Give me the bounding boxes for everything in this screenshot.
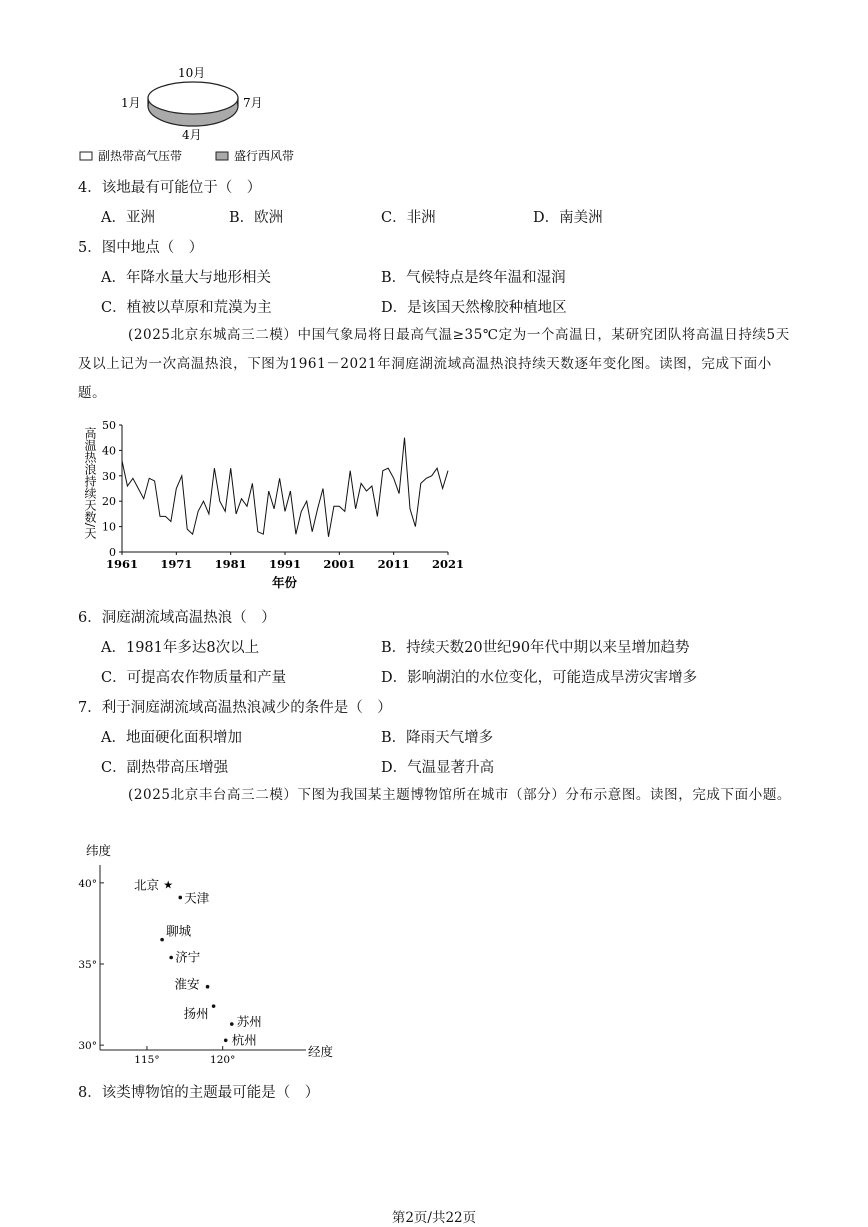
city-dot xyxy=(230,1022,234,1026)
x-axis-title: 年份 xyxy=(272,575,298,590)
question-8-stem: 8．该类博物馆的主题最可能是（ ） xyxy=(78,1085,320,1101)
question-5-stem: 5．图中地点（ ） xyxy=(78,240,204,256)
lon-tick-label: 115° xyxy=(134,1054,160,1066)
question-7-stem: 7．利于洞庭湖流域高温热浪减少的条件是（ ） xyxy=(78,700,392,716)
label-january: 1月 xyxy=(121,96,141,110)
city-dot xyxy=(169,956,173,960)
legend-subtropical-high: 副热带高气压带 xyxy=(98,149,183,163)
y-tick-label: 50 xyxy=(102,419,116,432)
legend-swatch-westerlies xyxy=(216,152,228,160)
city-dot xyxy=(178,896,182,900)
x-tick-label: 1991 xyxy=(268,557,302,571)
q6-option-c[interactable]: C．可提高农作物质量和产量 xyxy=(101,670,287,686)
lon-tick-label: 120° xyxy=(210,1054,236,1066)
city-distribution-map xyxy=(78,838,358,1068)
y-tick-label: 10 xyxy=(102,520,116,534)
x-tick-label: 1971 xyxy=(160,557,193,571)
city-label: 淮安 xyxy=(174,976,200,992)
q5-option-c[interactable]: C．植被以草原和荒漠为主 xyxy=(101,300,272,316)
y-tick-label: 0 xyxy=(109,546,116,559)
q5-option-d[interactable]: D．是该国天然橡胶种植地区 xyxy=(381,300,567,316)
y-tick-label: 30 xyxy=(102,469,116,483)
lat-tick-label: 30° xyxy=(78,1040,97,1053)
q5-option-b[interactable]: B．气候特点是终年温和湿润 xyxy=(381,270,566,286)
x-tick-label: 2021 xyxy=(431,557,465,571)
capital-star-icon: ★ xyxy=(163,878,174,892)
question-4-stem: 4．该地最有可能位于（ ） xyxy=(78,180,262,196)
intro-paragraph-1: (2025北京东城高三二模）中国气象局将日最高气温≥35℃定为一个高温日，某研究团队将高温日持续5天及以上记为一次高温热浪，下图为1961－2021年洞庭湖流域高温热浪持续天数逐年变化图。读图，完成下面小题。 xyxy=(78,327,790,401)
label-october: 10月 xyxy=(178,66,206,80)
q7-option-a[interactable]: A．地面硬化面积增加 xyxy=(101,730,242,746)
q4-option-a[interactable]: A．亚洲 xyxy=(101,210,155,226)
city-label: 苏州 xyxy=(236,1014,262,1030)
y-tick-label: 40 xyxy=(102,444,116,458)
x-tick-label: 1961 xyxy=(105,557,139,571)
question-6-stem: 6．洞庭湖流域高温热浪（ ） xyxy=(78,610,276,626)
legend-westerlies: 盛行西风带 xyxy=(234,149,295,163)
city-label: 扬州 xyxy=(183,1006,209,1022)
q6-option-b[interactable]: B．持续天数20世纪90年代中期以来呈增加趋势 xyxy=(381,640,690,656)
intro-paragraph-2: (2025北京丰台高三二模）下图为我国某主题博物馆所在城市（部分）分布示意图。读图，完成下面小题。 xyxy=(128,787,792,803)
legend-swatch-subtropical-high xyxy=(80,152,92,160)
city-label: 杭州 xyxy=(231,1032,257,1048)
city-label: 北京 xyxy=(134,877,160,893)
label-april: 4月 xyxy=(182,128,202,142)
lon-axis-title: 经度 xyxy=(308,1044,334,1059)
x-tick-label: 1981 xyxy=(214,557,247,571)
q7-option-b[interactable]: B．降雨天气增多 xyxy=(381,730,494,746)
q5-option-a[interactable]: A．年降水量大与地形相关 xyxy=(101,270,271,286)
lat-axis-title: 纬度 xyxy=(86,843,112,858)
heatwave-line-chart xyxy=(78,415,478,595)
q4-option-d[interactable]: D．南美洲 xyxy=(533,210,603,226)
series-line xyxy=(122,438,448,537)
page-footer: 第2页/共22页 xyxy=(391,1210,477,1226)
lat-tick-label: 35° xyxy=(78,958,97,971)
q4-option-c[interactable]: C．非洲 xyxy=(381,210,436,226)
x-tick-label: 2001 xyxy=(323,557,356,571)
pressure-belt-diagram xyxy=(78,62,338,166)
q7-option-d[interactable]: D．气温显著升高 xyxy=(381,760,495,776)
city-dot xyxy=(224,1038,228,1042)
q6-option-a[interactable]: A．1981年多达8次以上 xyxy=(101,640,260,656)
city-label: 聊城 xyxy=(166,923,192,939)
lat-tick-label: 40° xyxy=(78,877,97,890)
y-axis-title: 高温热浪持续天数/天 xyxy=(83,427,97,540)
q4-option-b[interactable]: B．欧洲 xyxy=(229,210,284,226)
city-label: 济宁 xyxy=(175,949,201,965)
city-dot xyxy=(160,938,164,942)
city-dot xyxy=(206,985,210,989)
q7-option-c[interactable]: C．副热带高压增强 xyxy=(101,760,229,776)
city-dot xyxy=(212,1004,216,1008)
q6-option-d[interactable]: D．影响湖泊的水位变化，可能造成旱涝灾害增多 xyxy=(381,670,698,686)
city-label: 天津 xyxy=(184,890,210,906)
y-tick-label: 20 xyxy=(102,495,116,509)
label-july: 7月 xyxy=(243,96,263,110)
x-tick-label: 2011 xyxy=(377,557,410,571)
